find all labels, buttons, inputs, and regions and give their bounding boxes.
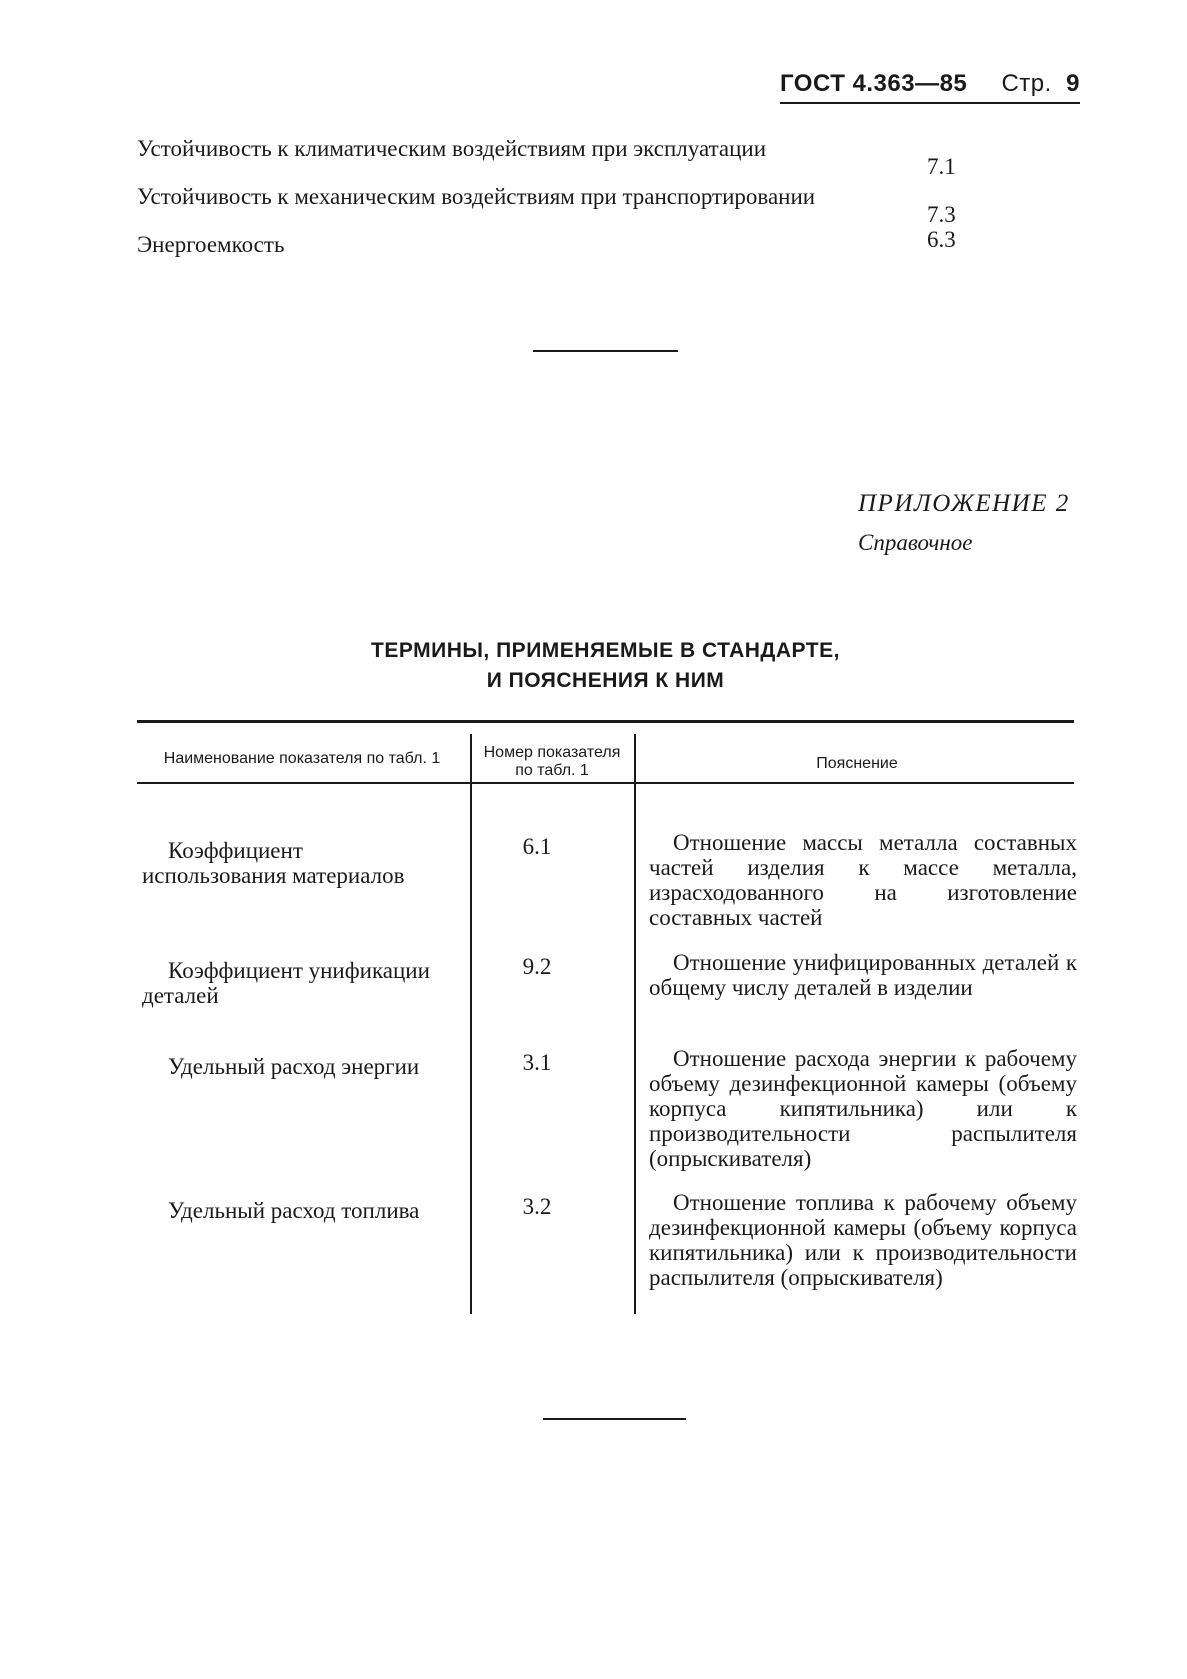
- appendix-type: Справочное: [858, 530, 973, 555]
- list-item: [137, 227, 967, 257]
- standard-number: ГОСТ 4.363—85: [780, 70, 968, 97]
- list-item-text: Устойчивость к климатическим воздействиям при эксплуатации: [137, 136, 767, 161]
- table-column-divider: [634, 734, 636, 1314]
- table-row-name: Удельный расход топлива: [168, 1198, 420, 1223]
- end-divider: [543, 1418, 686, 1420]
- table-row-name: Коэффициент использования материалов: [142, 838, 405, 888]
- page-number: 9: [1066, 70, 1080, 97]
- table-row-name: Коэффициент унификации деталей: [142, 958, 430, 1008]
- header-explanation: Пояснение: [816, 755, 898, 772]
- section-divider: [533, 350, 678, 352]
- list-item: [137, 136, 967, 184]
- page-header: [780, 70, 1080, 104]
- continued-list: [137, 136, 967, 257]
- list-item-ref: 7.1: [927, 154, 956, 179]
- table-top-rule: [137, 720, 1074, 723]
- table-row-number: 3.2: [522, 1194, 552, 1219]
- appendix-label: ПРИЛОЖЕНИЕ 2: [858, 490, 1070, 517]
- table-row-number: 9.2: [522, 954, 552, 979]
- table-row-name: Удельный расход энергии: [168, 1054, 420, 1079]
- table-column-divider: [470, 734, 472, 1314]
- table-row-explanation: Отношение унифицированных деталей к общему числу деталей в изделии: [649, 950, 1077, 1000]
- list-item-ref: 7.3: [927, 202, 956, 227]
- terms-table: [137, 720, 1077, 1320]
- list-item: [137, 184, 967, 232]
- title-line-2: И ПОЯСНЕНИЯ К НИМ: [486, 669, 725, 692]
- page-label: Стр.: [1001, 70, 1052, 97]
- page-indicator: [1001, 70, 1080, 98]
- list-item-ref: 6.3: [927, 227, 956, 252]
- header-name: Наименование показателя по табл. 1: [163, 750, 441, 767]
- title-line-1: ТЕРМИНЫ, ПРИМЕНЯЕМЫЕ В СТАНДАРТЕ,: [371, 639, 840, 662]
- table-row-explanation: Отношение расхода энергии к рабочему объему дезинфекционной камеры (объему корпуса кипятильника) или к производительности распылителя (опрыскивателя): [649, 1046, 1077, 1171]
- appendix-title: [137, 636, 1074, 696]
- table-row-explanation: Отношение топлива к рабочему объему дезинфекционной камеры (объему корпуса кипятильника) или к производительности распылителя (опрыскивателя): [649, 1190, 1077, 1290]
- table-row-number: 6.1: [522, 834, 552, 859]
- table-header-rule: [137, 782, 1074, 784]
- list-item-text: Устойчивость к механическим воздействиям при транспортировании: [137, 184, 816, 209]
- table-row-explanation: Отношение массы металла составных частей изделия к массе металла, израсходованного на изготовление составных частей: [649, 830, 1077, 930]
- table-row-number: 3.1: [522, 1050, 552, 1075]
- list-item-text: Энергоемкость: [137, 232, 285, 257]
- header-number: Номер показателя по табл. 1: [483, 744, 621, 779]
